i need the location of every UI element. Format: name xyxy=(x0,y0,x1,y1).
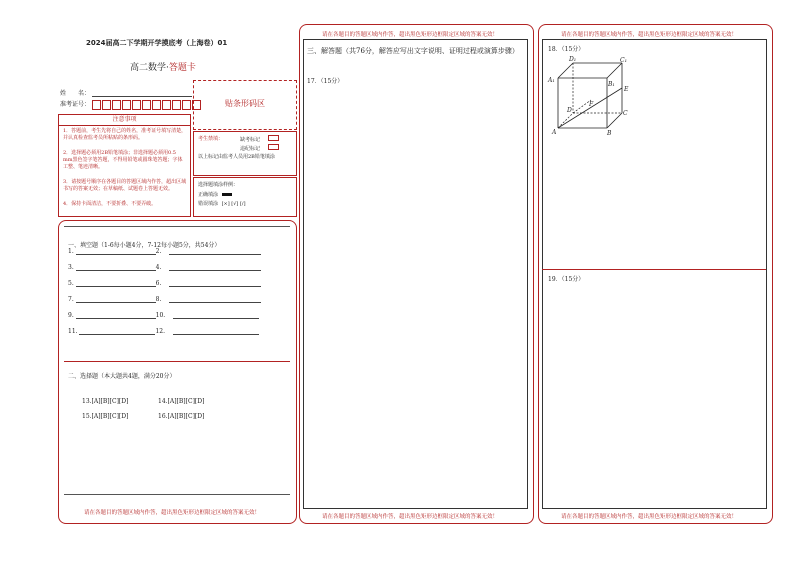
q18-q19-divider xyxy=(542,269,766,270)
choice-section xyxy=(64,362,290,495)
notice-box xyxy=(58,114,191,217)
blank-number: 12. xyxy=(155,328,166,335)
warning-bottom-left: 请在各题目的答题区域内作答，超出黑色矩形边框限定区域的答案无效！ xyxy=(84,510,261,516)
question-17-label: 17．（15分） xyxy=(307,78,344,85)
blank-number: 4. xyxy=(155,264,162,271)
notice-item: 2．选择题必须用2B铅笔填涂；非选择题必须用0.5 mm黑色签字笔答题，不得用铅笔或圆珠笔答题；字体工整、笔迹清晰。 xyxy=(63,150,183,170)
blank-row xyxy=(68,280,261,287)
blank-row xyxy=(68,328,259,335)
status-label: 考生禁填： xyxy=(198,136,224,142)
edge-B1C1 xyxy=(607,63,622,78)
subject-name: 高二数学 xyxy=(130,63,167,73)
edge-BC xyxy=(607,113,622,128)
blank-number: 6. xyxy=(155,280,162,287)
question-19-answer-area[interactable] xyxy=(548,286,760,500)
blank-answer-field[interactable] xyxy=(173,334,259,335)
blank-answer-field[interactable] xyxy=(79,334,155,335)
blank-answer-field[interactable] xyxy=(76,286,156,287)
fill-blank-section xyxy=(64,226,290,362)
filled-mark-icon xyxy=(222,193,232,196)
blank-answer-field[interactable] xyxy=(76,270,156,271)
label-A: A xyxy=(552,129,557,136)
violation-label: 违纪标记 xyxy=(240,146,261,152)
choice-item[interactable]: 13.[A][B][C][D] xyxy=(82,398,129,405)
notice-item: 3．请按题号顺序在各题目的答题区域内作答，超出区域书写的答案无效；在草稿纸、试题卷上答题无效。 xyxy=(63,179,187,192)
blank-number: 2. xyxy=(155,248,162,255)
warning-bottom-middle: 请在各题目的答题区域内作答，超出黑色矩形边框限定区域的答案无效！ xyxy=(322,514,499,520)
blank-number: 9. xyxy=(68,312,74,319)
violation-checkbox[interactable] xyxy=(268,144,279,150)
cube-figure xyxy=(545,54,635,138)
correct-fill-label: 正确填涂 xyxy=(198,192,219,198)
edge-A1D1 xyxy=(558,63,573,78)
blank-number: 10. xyxy=(155,312,166,319)
notice-title: 注意事项 xyxy=(59,115,190,126)
blank-answer-field[interactable] xyxy=(76,254,156,255)
correct-fill-row xyxy=(198,191,232,198)
choice-item[interactable]: 16.[A][B][C][D] xyxy=(158,413,205,420)
blank-answer-field[interactable] xyxy=(173,318,259,319)
blank-answer-field[interactable] xyxy=(169,270,261,271)
blank-number: 1. xyxy=(68,248,74,255)
wrong-fill-marks: [×] [√] [/] xyxy=(221,201,246,207)
fill-example-title: 选择题填涂样例： xyxy=(198,182,239,188)
violation-row xyxy=(240,144,279,152)
blank-answer-field[interactable] xyxy=(76,302,156,303)
question-19-label: 19．（15分） xyxy=(548,276,585,283)
label-B1: B₁ xyxy=(608,81,615,88)
absent-label: 缺考标记 xyxy=(240,137,261,143)
label-D1: D₁ xyxy=(569,56,577,63)
blank-row xyxy=(68,312,259,319)
barcode-area xyxy=(193,80,297,130)
id-boxes[interactable] xyxy=(92,101,202,108)
question-18-answer-area[interactable] xyxy=(630,140,760,264)
wrong-fill-row xyxy=(198,200,246,207)
exam-title: 2024届高二下学期开学摸底考（上海卷）01 xyxy=(86,39,228,47)
id-row xyxy=(60,99,202,110)
label-C1: C₁ xyxy=(620,57,627,64)
card-type: 答题卡 xyxy=(168,63,196,73)
id-label: 准考证号： xyxy=(60,101,91,108)
question-17-answer-area[interactable] xyxy=(307,88,521,500)
exam-status-box xyxy=(193,131,297,176)
wrong-fill-label: 错误填涂 xyxy=(198,201,219,207)
blank-number: 5. xyxy=(68,280,74,287)
name-row xyxy=(60,88,192,97)
label-C: C xyxy=(623,110,628,117)
choice-item[interactable]: 15.[A][B][C][D] xyxy=(82,413,129,420)
name-field[interactable] xyxy=(92,96,192,97)
subject-title xyxy=(130,60,196,73)
blank-answer-field[interactable] xyxy=(169,286,261,287)
blank-number: 7. xyxy=(68,296,74,303)
blank-answer-field[interactable] xyxy=(169,302,261,303)
absent-checkbox[interactable] xyxy=(268,135,279,141)
name-label: 姓 名： xyxy=(60,90,91,97)
blank-answer-field[interactable] xyxy=(169,254,261,255)
blank-answer-field[interactable] xyxy=(76,318,156,319)
solution-title: 三、解答题（共76分，解答应写出文字说明、证明过程或演算步骤） xyxy=(307,47,519,55)
absent-row xyxy=(240,135,279,143)
blank-number: 11. xyxy=(68,328,78,335)
barcode-label: 贴条形码区 xyxy=(225,99,265,108)
label-A1: A₁ xyxy=(548,77,555,84)
label-D: D xyxy=(567,107,572,114)
warning-top-middle: 请在各题目的答题区域内作答，超出黑色矩形边框限定区域的答案无效！ xyxy=(322,32,499,38)
blank-number: 8. xyxy=(155,296,162,303)
label-E: E xyxy=(624,86,629,93)
blank-row xyxy=(68,264,261,271)
label-F: F xyxy=(589,101,594,108)
blank-number: 3. xyxy=(68,264,74,271)
notice-item: 4．保持卡面清洁，不要折叠、不要弄破。 xyxy=(63,201,157,207)
label-B: B xyxy=(607,130,612,137)
warning-bottom-right: 请在各题目的答题区域内作答，超出黑色矩形边框限定区域的答案无效！ xyxy=(561,514,738,520)
question-18-label: 18．（15分） xyxy=(548,46,585,53)
warning-top-right: 请在各题目的答题区域内作答，超出黑色矩形边框限定区域的答案无效！ xyxy=(561,32,738,38)
fill-blank-title: 一、填空题（1-6每小题4分，7-12每小题5分，共54分） xyxy=(68,242,221,249)
choice-item[interactable]: 14.[A][B][C][D] xyxy=(158,398,205,405)
blank-row xyxy=(68,248,261,255)
fill-example-box xyxy=(193,177,297,217)
choice-title: 二、选择题（本大题共4题，满分20分） xyxy=(68,373,176,380)
notice-item: 1．答题前，考生先将自己的姓名，准考证号填写清楚，并认真检查监考员所粘贴的条形码。 xyxy=(63,128,187,141)
blank-row xyxy=(68,296,261,303)
title-separator: · xyxy=(166,63,169,73)
status-note: 以上标记由监考人员用2B铅笔填涂 xyxy=(198,154,275,160)
